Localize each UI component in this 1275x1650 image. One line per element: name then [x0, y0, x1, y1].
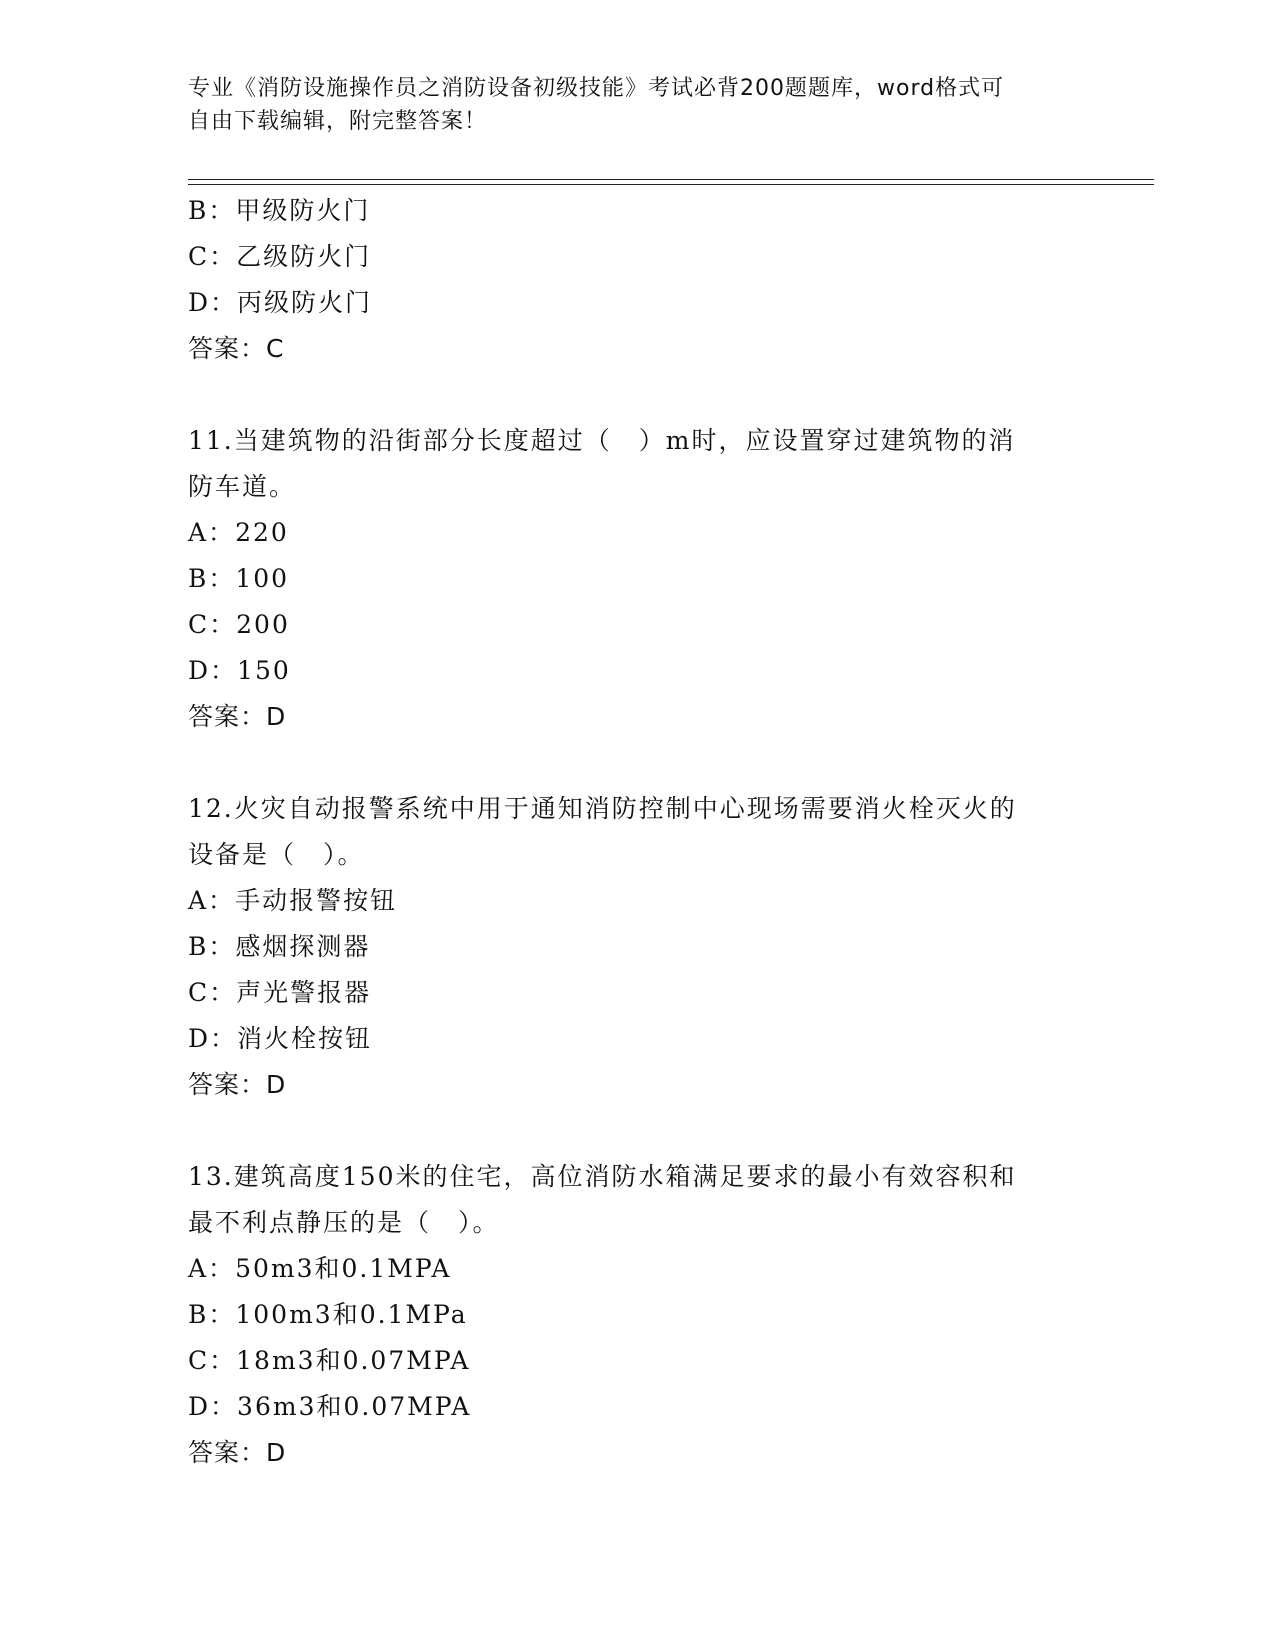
option-d — [188, 280, 1088, 326]
option-c — [188, 234, 1088, 280]
option-label: B： — [188, 932, 236, 961]
option-d — [188, 1384, 1088, 1430]
header-divider-bottom — [188, 184, 1154, 185]
spacer — [188, 372, 1088, 418]
option-b — [188, 188, 1088, 234]
option-text: 200 — [236, 610, 290, 639]
option-label: C： — [188, 978, 237, 1007]
option-a — [188, 510, 1088, 556]
option-label: A： — [188, 1254, 236, 1283]
document-header — [188, 72, 1088, 138]
option-a — [188, 1246, 1088, 1292]
option-text: 100m3和0.1MPa — [235, 1300, 468, 1329]
option-d — [188, 1016, 1088, 1062]
question-text-line-1: 11.当建筑物的沿街部分长度超过（ ）m时，应设置穿过建筑物的消 — [188, 426, 1016, 455]
option-label: D： — [188, 288, 238, 317]
header-line-2: 自由下载编辑，附完整答案！ — [188, 109, 488, 134]
question-list — [188, 188, 1088, 1476]
option-text: 50m3和0.1MPA — [235, 1254, 452, 1283]
option-label: C： — [188, 242, 237, 271]
answer: 答案：D — [188, 1438, 287, 1467]
option-label: D： — [188, 1024, 238, 1053]
option-label: B： — [188, 564, 236, 593]
option-text: 丙级防火门 — [237, 288, 373, 317]
option-label: C： — [188, 610, 237, 639]
option-label: A： — [188, 886, 236, 915]
partial-question — [188, 188, 1088, 372]
option-a — [188, 878, 1088, 924]
option-label: B： — [188, 1300, 236, 1329]
option-b — [188, 924, 1088, 970]
question-text-line-2: 设备是（ ）。 — [188, 840, 365, 869]
option-text: 感烟探测器 — [235, 932, 371, 961]
option-text: 220 — [235, 518, 289, 547]
option-label: D： — [188, 1392, 238, 1421]
option-text: 手动报警按钮 — [235, 886, 398, 915]
question-text-line-2: 防车道。 — [188, 472, 297, 501]
option-text: 声光警报器 — [236, 978, 372, 1007]
question-12 — [188, 786, 1088, 1108]
option-text: 150 — [237, 656, 291, 685]
option-label: D： — [188, 656, 238, 685]
option-c — [188, 1338, 1088, 1384]
question-text-line-2: 最不利点静压的是（ ）。 — [188, 1208, 500, 1237]
option-text: 乙级防火门 — [236, 242, 372, 271]
option-c — [188, 602, 1088, 648]
option-text: 消火栓按钮 — [237, 1024, 373, 1053]
option-d — [188, 648, 1088, 694]
option-b — [188, 1292, 1088, 1338]
header-line-1: 专业《消防设施操作员之消防设备初级技能》考试必背200题题库，word格式可 — [188, 76, 1005, 101]
option-c — [188, 970, 1088, 1016]
option-text: 100 — [235, 564, 290, 593]
answer: 答案：D — [188, 1070, 287, 1099]
question-11 — [188, 418, 1088, 740]
question-text-line-1: 12.火灾自动报警系统中用于通知消防控制中心现场需要消火栓灭火的 — [188, 794, 1017, 823]
option-text: 甲级防火门 — [235, 196, 371, 225]
option-b — [188, 556, 1088, 602]
answer: 答案：C — [188, 334, 285, 363]
option-label: A： — [188, 518, 236, 547]
option-text: 18m3和0.07MPA — [236, 1346, 471, 1375]
option-label: B： — [188, 196, 236, 225]
header-divider-top — [188, 179, 1154, 180]
option-text: 36m3和0.07MPA — [237, 1392, 472, 1421]
option-label: C： — [188, 1346, 237, 1375]
spacer — [188, 740, 1088, 786]
answer: 答案：D — [188, 702, 287, 731]
spacer — [188, 1108, 1088, 1154]
question-text-line-1: 13.建筑高度150米的住宅，高位消防水箱满足要求的最小有效容积和 — [188, 1162, 1017, 1191]
question-13 — [188, 1154, 1088, 1476]
